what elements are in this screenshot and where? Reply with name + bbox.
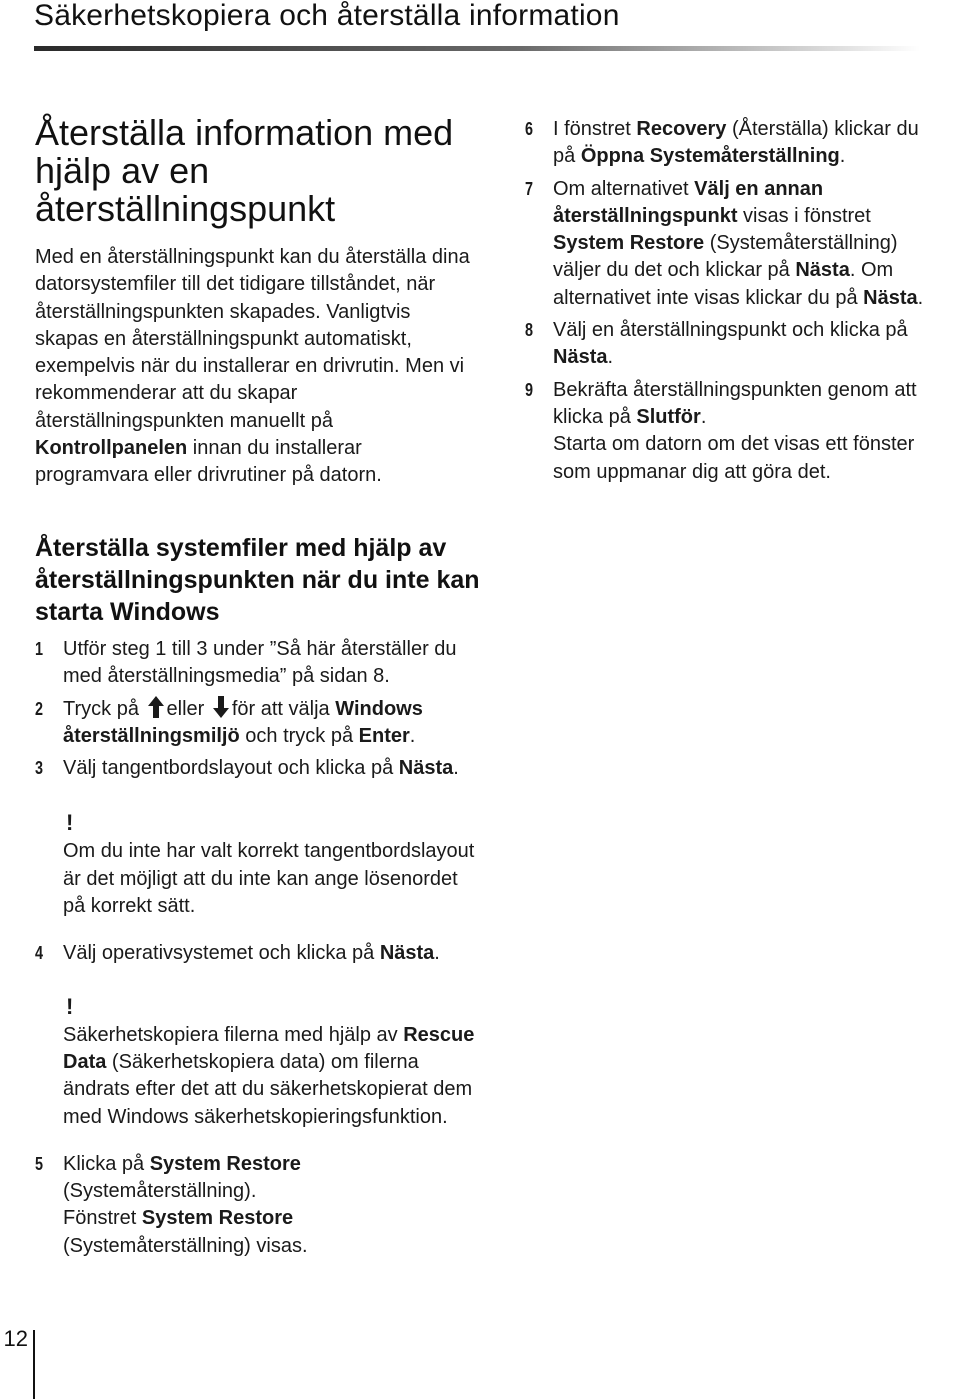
step-number: 7 — [525, 178, 534, 199]
step-1 — [35, 636, 485, 691]
step-number: 8 — [525, 320, 534, 341]
step-number: 6 — [525, 119, 534, 139]
down-arrow-icon — [213, 696, 229, 718]
step-4: 4 Välj operativsystemet och klicka på Nästa. — [35, 940, 485, 967]
step-9: 9 Bekräfta återställningspunkten genom att klicka på Slutför. Starta om datorn om det visas ett fönster som uppmanar dig att göra det. — [525, 378, 917, 483]
warning-icon: ! — [66, 993, 74, 1019]
right-column — [525, 116, 945, 486]
left-column — [35, 114, 475, 490]
step-2: 2 Tryck på eller för att välja Windows återställningsmiljö och tryck på Enter. — [35, 697, 423, 747]
section-title-restore-system-files: Återställa systemfiler med hjälp av återställningspunkten när du inte kan starta Windows — [35, 534, 480, 626]
step-5: 5 Klicka på System Restore (Systemåterställning). Fönstret System Restore (Systemåterställning) visas. — [35, 1152, 308, 1257]
warning-icon: ! — [66, 810, 74, 836]
step-number: 9 — [525, 379, 534, 400]
warning-note-backup: ! Säkerhetskopiera filerna med hjälp av Rescue Data (Säkerhetskopiera data) om filerna ändrats efter det att du säkerhetskopierat dem med Windows säkerhetskopieringsfunktion. — [35, 994, 485, 1131]
step-8: 8 Välj en återställningspunkt och klicka på Nästa. — [525, 319, 908, 369]
steps-list — [35, 636, 485, 1260]
step-7: 7 Om alternativet Välj en annan återställningspunkt visas i fönstret System Restore (Systemåterställning) väljer du det och klickar på Nästa. Om alternativet inte visas klickar du på Nästa. — [525, 177, 924, 309]
step-number: 1 — [35, 639, 44, 659]
page-header-title: Säkerhetskopiera och återställa information — [34, 0, 620, 32]
warning-note-keyboard — [35, 810, 485, 920]
step-6: 6 I fönstret Recovery (Återställa) klickar du på Öppna Systemåterställning. — [525, 118, 919, 168]
section-restore-without-windows — [35, 532, 485, 1260]
step-3: 3 Välj tangentbordslayout och klicka på Nästa. — [35, 755, 485, 782]
step-number: 5 — [35, 1153, 44, 1174]
up-arrow-icon — [148, 696, 164, 718]
section-title-restore-point: Återställa information med hjälp av en återställningspunkt — [35, 112, 454, 229]
step-number: 4 — [35, 943, 44, 964]
header-rule — [34, 46, 920, 51]
note-text: Om du inte har valt korrekt tangentbordslayout är det möjligt att du inte kan ange lösenordet på korrekt sätt. — [63, 840, 475, 918]
intro-paragraph: Med en återställningspunkt kan du återställa dina datorsystemfiler till det tidigare tillståndet, när återställningspunkten skapades. Vanligtvis skapas en återställningspunkt automatiskt, exempelvis när du installerar en drivrutin. Men vi rekommenderar att du skapar återställningspunkten manuellt på Kontrollpanelen innan du installerar programvara eller drivrutiner på datorn. — [35, 246, 470, 487]
step-number: 2 — [35, 698, 44, 719]
page-number: 12 — [3, 1326, 28, 1351]
step-text: Utför steg 1 till 3 under ”Så här återställer du med återställningsmedia” på sidan 8. — [63, 638, 457, 688]
page-number-rule — [33, 1330, 35, 1399]
step-number: 3 — [35, 758, 44, 779]
